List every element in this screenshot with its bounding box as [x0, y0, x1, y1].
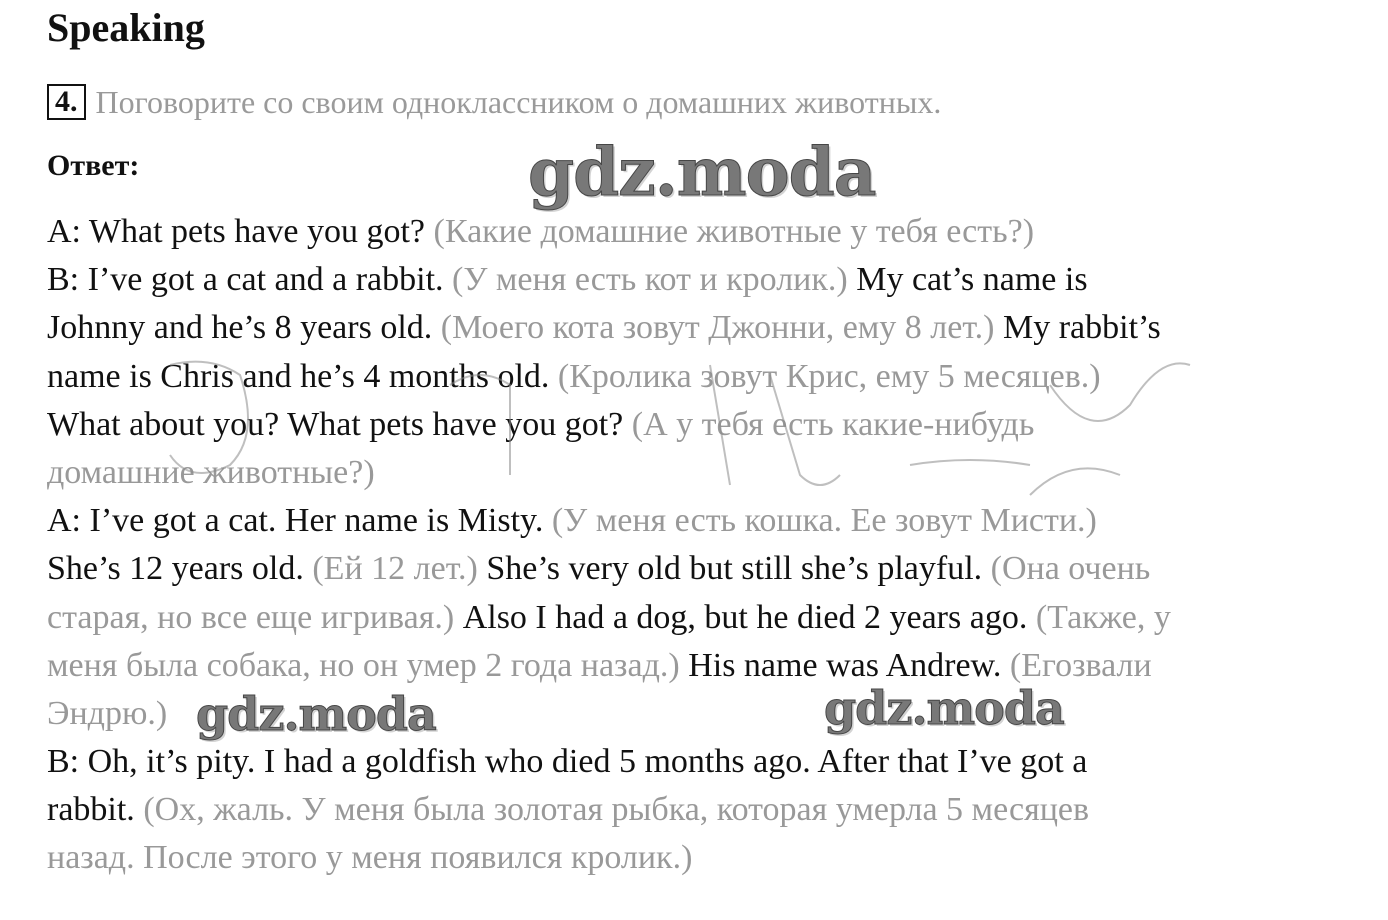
dialogue-line [47, 449, 1347, 497]
english-segment: My rabbit’s [1003, 309, 1161, 347]
translation-segment: Эндрю.) [47, 694, 168, 732]
dialogue-line [47, 497, 1347, 545]
translation-segment: (Егозвали [1009, 646, 1152, 684]
dialogue-line [47, 401, 1347, 449]
translation-segment: (Также, у [1035, 598, 1171, 636]
english-segment: name is Chris and he’s 4 months old. [47, 357, 558, 395]
english-segment: His name was Andrew. [688, 646, 1010, 684]
dialogue-line [47, 738, 1347, 786]
watermark-bottom-right: gdz.moda [824, 681, 1064, 735]
task-row [47, 82, 941, 122]
english-segment: She’s 12 years old. [47, 550, 313, 588]
watermark-bottom-left: gdz.moda [196, 687, 436, 741]
dialogue-line [47, 642, 1347, 690]
dialogue-line [47, 786, 1347, 834]
translation-segment: (У меня есть кот и кролик.) [452, 261, 857, 299]
english-segment: B: I’ve got a cat and a rabbit. [47, 261, 453, 299]
english-segment: rabbit. [47, 791, 144, 829]
translation-segment: (Моего кота зовут Джонни, ему 8 лет.) [440, 309, 1003, 347]
translation-segment: (А у тебя есть какие-нибудь [631, 405, 1035, 443]
dialogue-line [47, 208, 1347, 256]
dialogue-line [47, 353, 1347, 401]
translation-segment: (Она очень [990, 550, 1151, 588]
english-segment: She’s very old but still she’s playful. [486, 550, 991, 588]
english-segment: Johnny and he’s 8 years old. [47, 309, 441, 347]
translation-segment: (У меня есть кошка. Ее зовут Мисти.) [551, 502, 1097, 540]
section-title: Speaking [47, 5, 205, 50]
watermark-top: gdz.moda [528, 133, 876, 211]
dialogue-line [47, 304, 1347, 352]
translation-segment: назад. После этого у меня появился кролик.) [47, 839, 693, 877]
english-segment: B: Oh, it’s pity. I had a goldfish who died 5 months ago. After that I’ve got a [47, 743, 1088, 781]
english-segment: What about you? What pets have you got? [47, 405, 632, 443]
answer-label: Ответ: [47, 149, 140, 182]
dialogue-text [47, 208, 1347, 883]
task-instruction: Поговорите со своим одноклассником о домашних животных. [95, 83, 942, 120]
english-segment: A: What pets have you got? [47, 213, 434, 250]
english-segment: My cat’s name is [856, 261, 1088, 299]
dialogue-line [47, 256, 1347, 304]
translation-segment: (Ох, жаль. У меня была золотая рыбка, которая умерла 5 месяцев [143, 791, 1090, 829]
translation-segment: меня была собака, но он умер 2 года назад.) [47, 646, 689, 684]
translation-segment: (Кролика зовут Крис, ему 5 месяцев.) [557, 357, 1101, 395]
dialogue-line [47, 834, 1347, 882]
dialogue-line [47, 594, 1347, 642]
english-segment: Also I had a dog, but he died 2 years ago. [462, 598, 1036, 636]
task-number: 4. [47, 84, 86, 120]
translation-segment: старая, но все еще игривая.) [47, 598, 463, 636]
translation-segment: (Какие домашние животные у тебя есть?) [433, 213, 1035, 250]
english-segment: A: I’ve got a cat. Her name is Misty. [47, 502, 552, 540]
translation-segment: домашние животные?) [47, 453, 375, 491]
translation-segment: (Ей 12 лет.) [312, 550, 487, 588]
dialogue-line [47, 545, 1347, 593]
